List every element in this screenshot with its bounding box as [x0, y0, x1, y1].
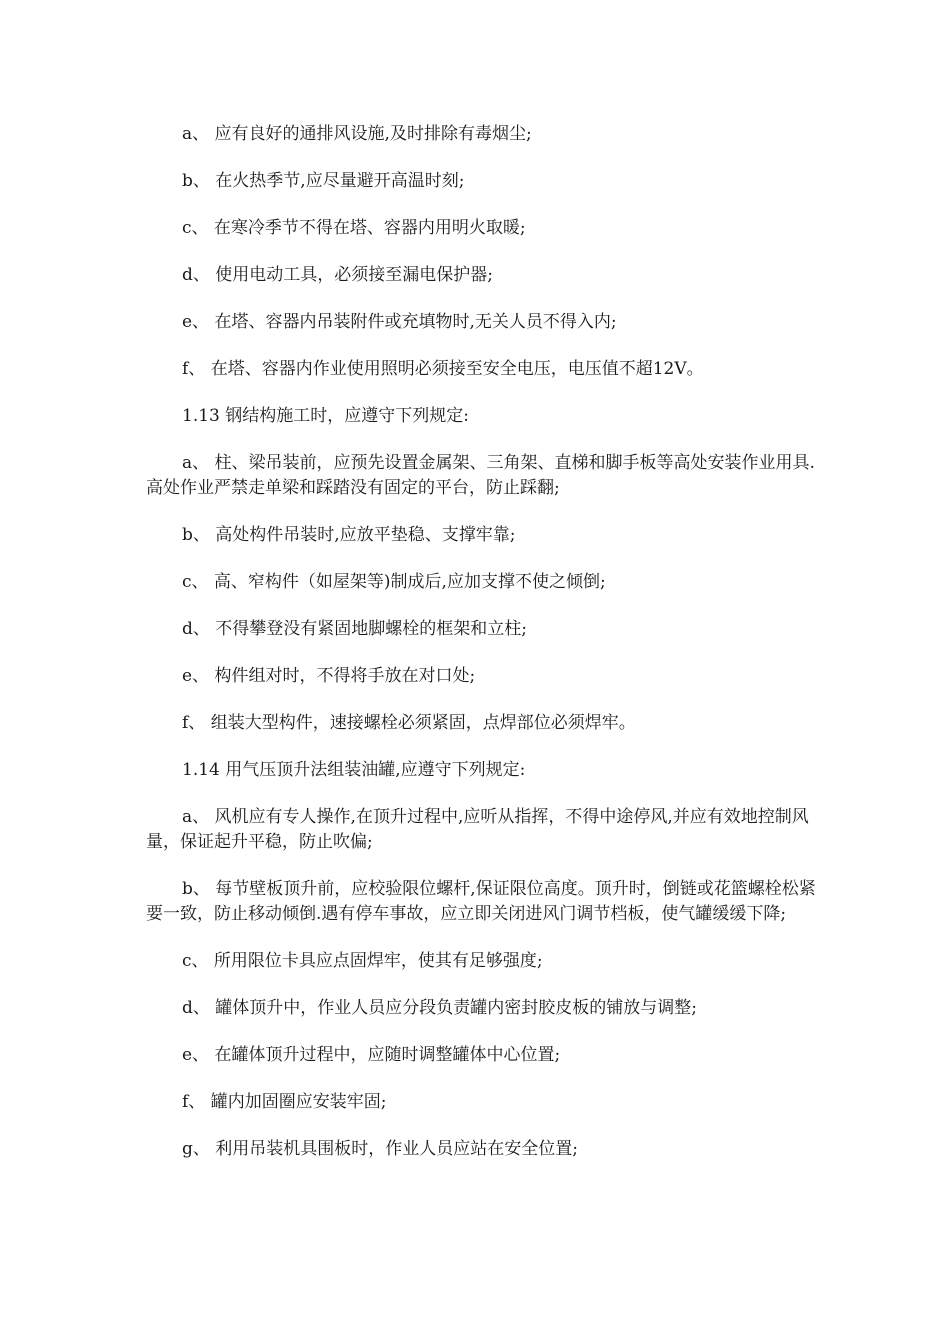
item-e-lifting-attachments: e、 在塔、容器内吊装附件或充填物时,无关人员不得入内;: [182, 312, 617, 332]
item-d-power-tools: d、 使用电动工具，必须接至漏电保护器;: [182, 265, 494, 285]
item-g-safe-position: g、 利用吊装机具围板时，作业人员应站在安全位置;: [182, 1139, 579, 1159]
item-d-seal-rubber-sheet: d、 罐体顶升中，作业人员应分段负责罐内密封胶皮板的铺放与调整;: [182, 998, 698, 1018]
item-b-high-component-hoisting: b、 高处构件吊装时,应放平垫稳、支撑牢靠;: [182, 525, 516, 545]
item-a-column-beam-hoisting: a、 柱、梁吊装前，应预先设置金属架、三角架、直梯和脚手板等高处安装作业用具.高处作业严禁走单梁和踩踏没有固定的平台，防止踩翻;: [146, 453, 815, 498]
item-a-ventilation: a、 应有良好的通排风设施,及时排除有毒烟尘;: [182, 124, 532, 144]
item-d-no-climbing: d、 不得攀登没有紧固地脚螺栓的框架和立柱;: [182, 619, 528, 639]
document-body: [146, 122, 822, 1184]
item-c-narrow-components: c、 高、窄构件（如屋架等)制成后,应加支撑不使之倾倒;: [182, 572, 606, 592]
item-c-limit-fixtures: c、 所用限位卡具应点固焊牢，使其有足够强度;: [182, 951, 543, 971]
item-a-fan-operation: a、 风机应有专人操作,在顶升过程中,应听从指挥，不得中途停风,并应有效地控制风量，保证起升平稳，防止吹偏;: [146, 807, 809, 852]
section-heading-1-14: 1.14 用气压顶升法组装油罐,应遵守下列规定:: [182, 760, 526, 780]
item-f-large-components: f、 组装大型构件，速接螺栓必须紧固，点焊部位必须焊牢。: [182, 713, 636, 733]
item-b-hot-season: b、 在火热季节,应尽量避开高温时刻;: [182, 171, 465, 191]
item-f-lighting-voltage: f、 在塔、容器内作业使用照明必须接至安全电压，电压值不超12V。: [182, 359, 704, 379]
item-e-component-assembly: e、 构件组对时，不得将手放在对口处;: [182, 666, 476, 686]
item-f-reinforcing-ring: f、 罐内加固圈应安装牢固;: [182, 1092, 387, 1112]
section-heading-1-13: 1.13 钢结构施工时，应遵守下列规定:: [182, 406, 469, 426]
item-e-tank-center-adjust: e、 在罐体顶升过程中，应随时调整罐体中心位置;: [182, 1045, 561, 1065]
item-b-wall-plate-jacking: b、 每节壁板顶升前，应校验限位螺杆,保证限位高度。顶升时，倒链或花篮螺栓松紧要一致，防止移动倾倒.遇有停车事故，应立即关闭进风门调节档板，使气罐缓缓下降;: [146, 879, 816, 924]
item-c-cold-season: c、 在寒冷季节不得在塔、容器内用明火取暖;: [182, 218, 526, 238]
